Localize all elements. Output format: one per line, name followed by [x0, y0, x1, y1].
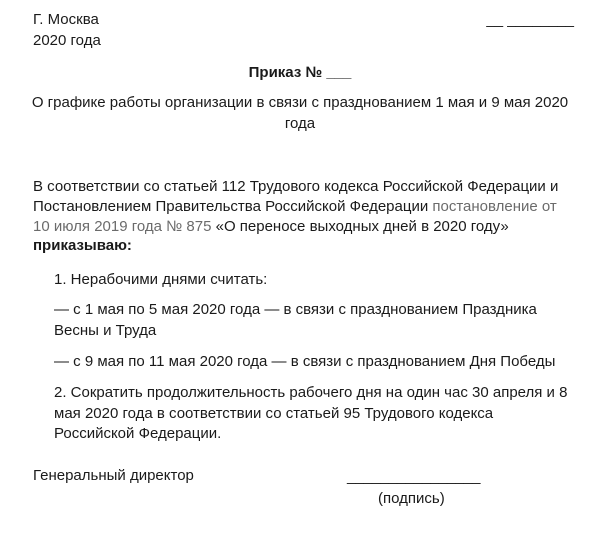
decree-title: «О переносе выходных дней в 2020 году» [211, 218, 509, 235]
order-word: приказываю: [33, 237, 132, 254]
order-subject-line2: года [284, 115, 316, 132]
item1-a-line2: Весны и Труда [54, 322, 157, 339]
signature-caption: (подпись) [378, 490, 445, 507]
decree-label: постановление от [428, 198, 557, 215]
preamble-line3 [33, 217, 509, 237]
order-title: Приказ № ___ [248, 64, 352, 81]
item1-heading: 1. Нерабочими днями считать: [54, 271, 268, 288]
item2-line2: мая 2020 года в соответствии со статьей 95 Трудового кодекса [54, 405, 494, 422]
date-blank: __ ________ [486, 11, 574, 28]
item2-line3: Российской Федерации. [54, 425, 222, 442]
decree-date-number: 10 июля 2019 года № 875 [33, 218, 212, 235]
preamble-line1: В соответствии со статьей 112 Трудового кодекса Российской Федерации и [33, 178, 559, 195]
signature-position: Генеральный директор [33, 467, 194, 484]
item2-line1: 2. Сократить продолжительность рабочего дня на один час 30 апреля и 8 [54, 384, 568, 401]
city: Г. Москва [33, 11, 99, 28]
government-decree-ref: Постановлением Правительства Российской Федерации [33, 198, 429, 215]
order-subject-line1: О графике работы организации в связи с празднованием 1 мая и 9 мая 2020 [31, 94, 569, 111]
item1-b: — с 9 мая по 11 мая 2020 года — в связи с празднованием Дня Победы [54, 353, 556, 370]
preamble-line2 [33, 197, 557, 217]
signature-line: ________________ [347, 468, 481, 485]
header-year: 2020 года [33, 32, 101, 49]
item1-a-line1: — с 1 мая по 5 мая 2020 года — в связи с празднованием Праздника [54, 301, 537, 318]
